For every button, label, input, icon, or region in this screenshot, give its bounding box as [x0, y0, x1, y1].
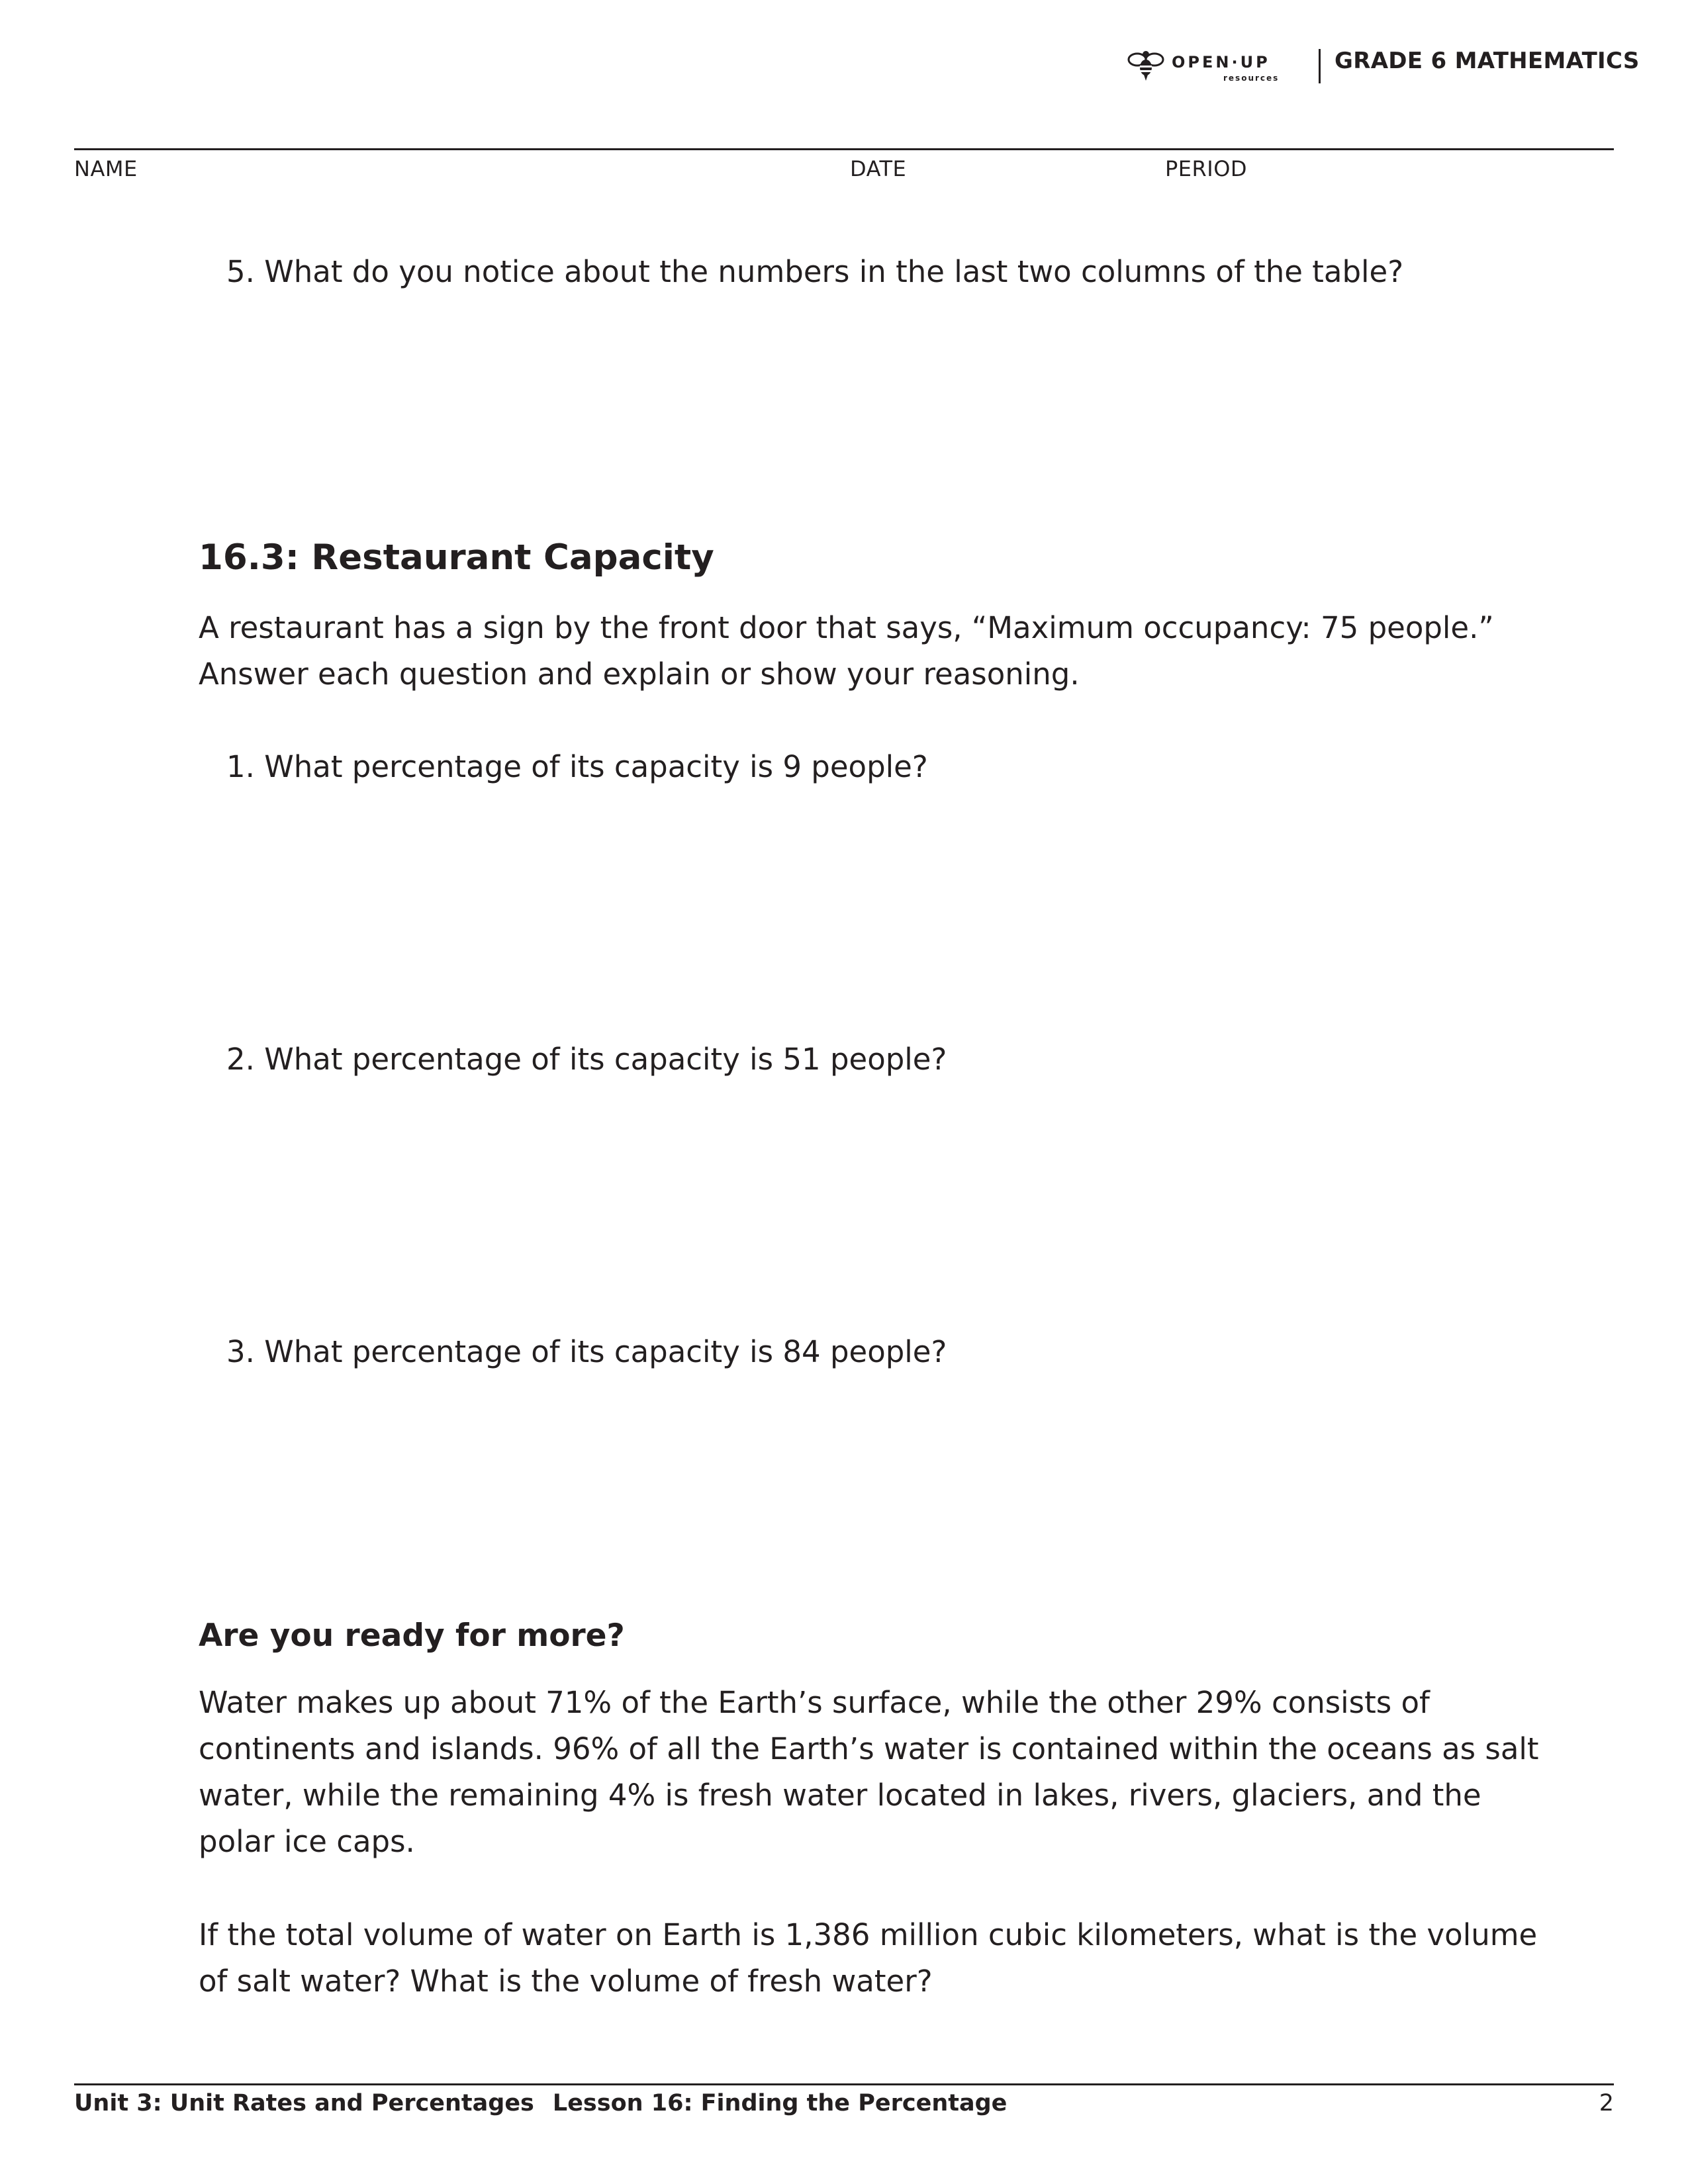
activity-intro	[199, 605, 1523, 698]
bee-logo-icon	[1125, 48, 1291, 89]
activity-title: 16.3: Restaurant Capacity	[199, 537, 714, 578]
question-number: 2.	[226, 1042, 255, 1077]
question-text: What percentage of its capacity is 51 people?	[264, 1042, 947, 1077]
course-title: GRADE 6 MATHEMATICS	[1335, 48, 1640, 74]
paragraph-line: water, while the remaining 4% is fresh water located in lakes, rivers, glaciers, and the	[199, 1778, 1481, 1813]
question-number: 3.	[226, 1334, 255, 1369]
intro-line: Answer each question and explain or show your reasoning.	[199, 657, 1080, 692]
date-field-label: DATE	[850, 156, 907, 181]
question-number: 5.	[226, 254, 255, 289]
footer-unit: Unit 3: Unit Rates and Percentages	[74, 2090, 534, 2116]
footer-breadcrumb	[74, 2090, 1007, 2116]
open-up-resources-logo	[1125, 48, 1291, 89]
paragraph-line: polar ice caps.	[199, 1824, 415, 1859]
header-divider	[1319, 49, 1321, 83]
extension-paragraph-2	[199, 1912, 1538, 2005]
paragraph-line: If the total volume of water on Earth is 1,386 million cubic kilometers, what is the volume	[199, 1917, 1538, 1952]
question-text: What percentage of its capacity is 9 people?	[264, 749, 928, 784]
question-1	[226, 744, 928, 790]
paragraph-line: Water makes up about 71% of the Earth’s surface, while the other 29% consists of	[199, 1685, 1430, 1720]
name-field-label: NAME	[74, 156, 138, 181]
page-number: 2	[1599, 2090, 1614, 2116]
question-text: What do you notice about the numbers in the last two columns of the table?	[264, 254, 1404, 289]
extension-paragraph-1	[199, 1680, 1539, 1865]
paragraph-line: of salt water? What is the volume of fresh water?	[199, 1964, 933, 1999]
footer-lesson: Lesson 16: Finding the Percentage	[552, 2090, 1008, 2116]
svg-text:OPEN·UP: OPEN·UP	[1172, 53, 1270, 71]
question-2	[226, 1036, 947, 1083]
intro-line: A restaurant has a sign by the front door that says, “Maximum occupancy: 75 people.”	[199, 610, 1494, 645]
question-5	[226, 249, 1403, 295]
footer-rule	[74, 2083, 1614, 2085]
question-number: 1.	[226, 749, 255, 784]
paragraph-line: continents and islands. 96% of all the Earth’s water is contained within the oceans as salt	[199, 1731, 1539, 1766]
header-rule	[74, 148, 1614, 150]
extension-title: Are you ready for more?	[199, 1617, 625, 1654]
svg-text:resources: resources	[1223, 73, 1280, 83]
period-field-label: PERIOD	[1165, 156, 1248, 181]
question-3	[226, 1329, 947, 1375]
question-text: What percentage of its capacity is 84 people?	[264, 1334, 947, 1369]
